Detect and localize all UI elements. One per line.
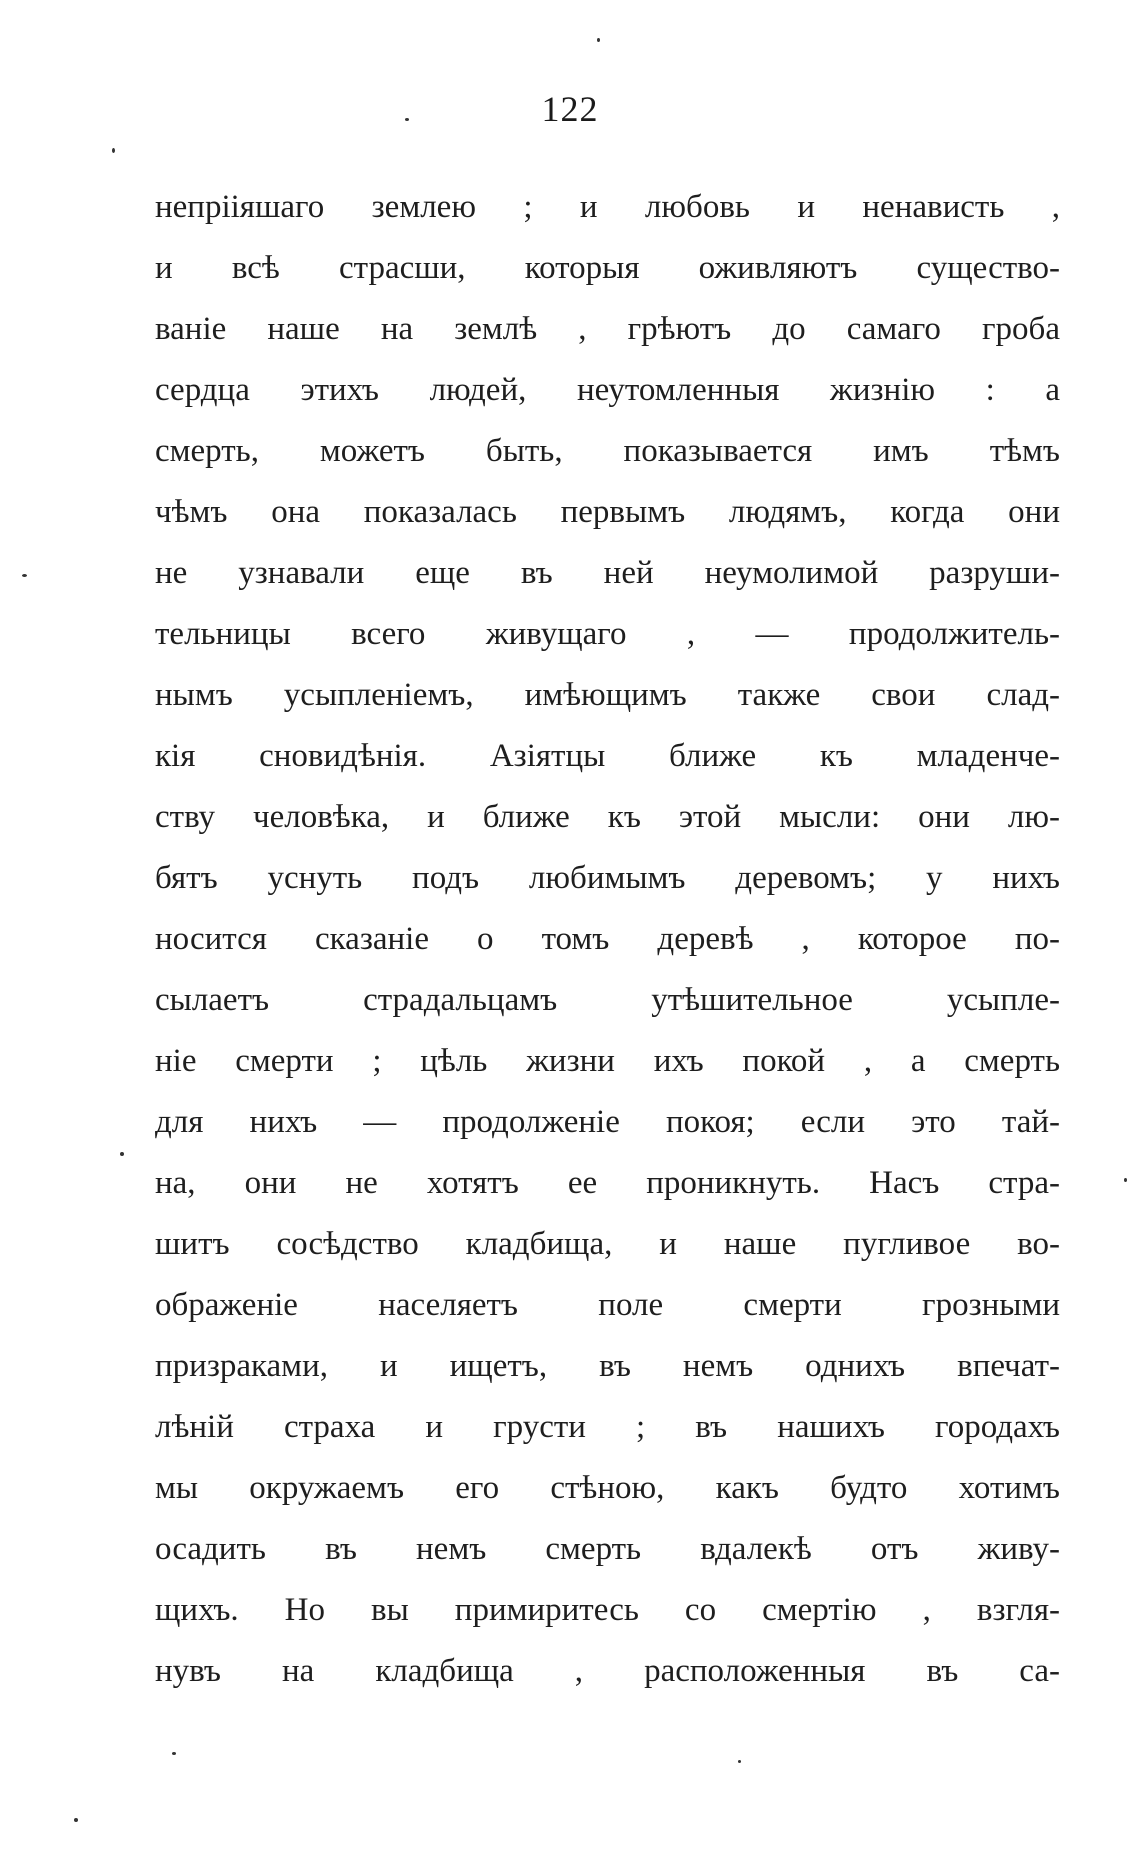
- text-line: сылаетъ страдальцамъ утѣшительное усыпле-: [155, 982, 1060, 1018]
- page-number: 122: [541, 89, 599, 129]
- text-line: нымъ усыпленіемъ, имѣющимъ также свои слад-: [155, 677, 1060, 713]
- text-line: для нихъ — продолженіе покоя; если это тай-: [155, 1104, 1060, 1140]
- scan-speck: [22, 574, 27, 577]
- text-line: бятъ уснуть подъ любимымъ деревомъ; у нихъ: [155, 860, 1060, 896]
- text-line: шитъ сосѣдство кладбища, и наше пугливое во-: [155, 1226, 1060, 1262]
- scan-speck: [1124, 1178, 1127, 1182]
- text-line: осадить въ немъ смерть вдалекѣ отъ живу-: [155, 1531, 1060, 1567]
- text-line: ству человѣка, и ближе къ этой мысли: они лю-: [155, 799, 1060, 835]
- scan-speck: [405, 118, 409, 121]
- scan-speck: [597, 38, 600, 42]
- body-text: [155, 177, 1060, 1702]
- scan-speck: [120, 1152, 124, 1156]
- text-line: ображеніе населяетъ поле смерти грозными: [155, 1287, 1060, 1323]
- scan-speck: [112, 148, 115, 153]
- text-line: чѣмъ она показалась первымъ людямъ, когда они: [155, 494, 1060, 530]
- text-line: смерть, можетъ быть, показывается имъ тѣмъ: [155, 433, 1060, 469]
- text-line: лѣній страха и грусти ; въ нашихъ городахъ: [155, 1409, 1060, 1445]
- text-line: мы окружаемъ его стѣною, какъ будто хотимъ: [155, 1470, 1060, 1506]
- text-line: сердца этихъ людей, неутомленныя жизнію : а: [155, 372, 1060, 408]
- text-line: носится сказаніе о томъ деревѣ , которое по-: [155, 921, 1060, 957]
- text-line: ніе смерти ; цѣль жизни ихъ покой , а смерть: [155, 1043, 1060, 1079]
- scan-speck: [738, 1760, 741, 1763]
- text-line: не узнавали еще въ ней неумолимой разруши-: [155, 555, 1060, 591]
- text-line: щихъ. Но вы примиритесь со смертію , взгля-: [155, 1592, 1060, 1628]
- text-line: непрііяшаго землею ; и любовь и ненависть ,: [155, 189, 1060, 225]
- scan-speck: [74, 1818, 78, 1822]
- text-line: кія сновидѣнія. Азіятцы ближе къ младенче-: [155, 738, 1060, 774]
- text-line: на, они не хотятъ ее проникнуть. Насъ стра-: [155, 1165, 1060, 1201]
- text-line: призраками, и ищетъ, въ немъ однихъ впечат-: [155, 1348, 1060, 1384]
- text-line: ваніе наше на землѣ , грѣютъ до самаго гроба: [155, 311, 1060, 347]
- text-line: и всѣ страсши, которыя оживляютъ существо-: [155, 250, 1060, 286]
- scan-speck: [172, 1752, 176, 1755]
- text-line: тельницы всего живущаго , — продолжитель-: [155, 616, 1060, 652]
- text-line: нувъ на кладбища , расположенныя въ са-: [155, 1653, 1060, 1689]
